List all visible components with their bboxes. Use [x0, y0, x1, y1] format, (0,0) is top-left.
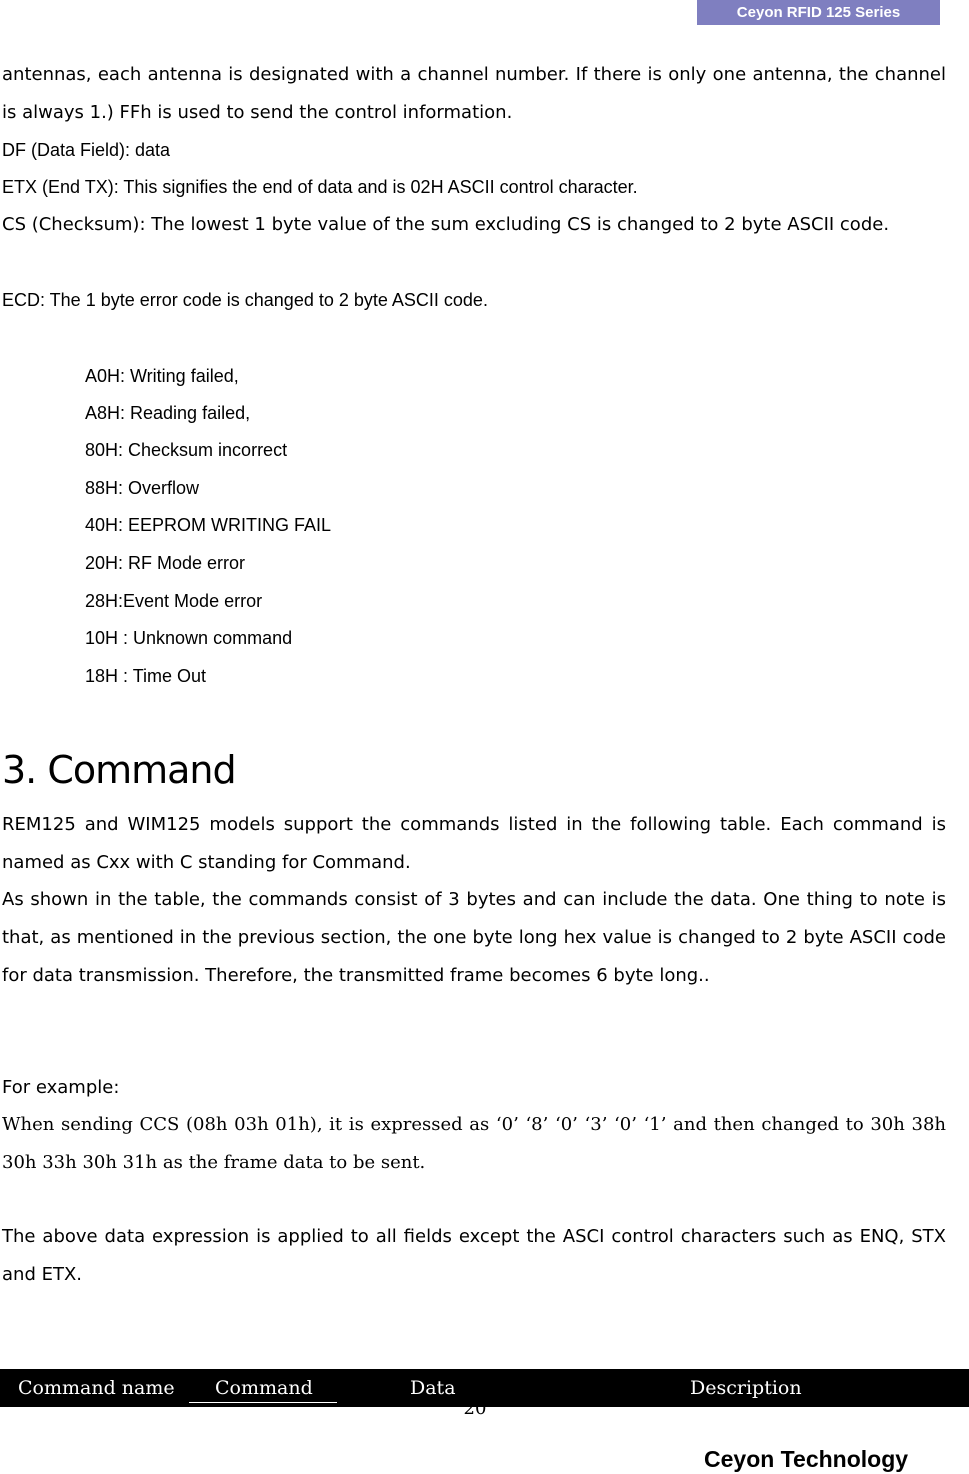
command-format-paragraph: As shown in the table, the commands consist of 3 bytes and can include the data. One thing to note is that, as mentioned in the previous section, the one byte long hex value is changed to 2 byte ASCII code for data transmission. Therefore, the transmitted frame becomes 6 byte long..	[2, 889, 946, 986]
error-code-item: 80H: Checksum incorrect	[85, 440, 288, 460]
error-code-item: 88H: Overflow	[85, 478, 200, 498]
series-badge: Ceyon RFID 125 Series	[697, 0, 940, 25]
column-header-data: Data	[410, 1377, 456, 1399]
section-heading: 3. Command	[2, 748, 236, 792]
error-code-item: A0H: Writing failed,	[85, 366, 239, 386]
df-definition: DF (Data Field): data	[2, 140, 171, 160]
error-code-item: 40H: EEPROM WRITING FAIL	[85, 515, 332, 535]
intro-paragraph: antennas, each antenna is designated with a channel number. If there is only one antenna, the channel is always 1.) FFh is used to send the control information.	[2, 64, 946, 123]
error-code-item: 18H : Time Out	[85, 666, 207, 686]
ecd-definition: ECD: The 1 byte error code is changed to 2 byte ASCII code.	[2, 290, 488, 310]
column-header-command-name: Command name	[18, 1377, 175, 1399]
command-intro-paragraph: REM125 and WIM125 models support the commands listed in the following table. Each command is named as Cxx with C standing for Command.	[2, 814, 946, 873]
error-code-item: A8H: Reading failed,	[85, 403, 251, 423]
etx-definition: ETX (End TX): This signifies the end of data and is 02H ASCII control character.	[2, 177, 638, 197]
error-code-item: 10H : Unknown command	[85, 628, 293, 648]
column-header-command: Command	[215, 1377, 313, 1399]
error-code-item: 20H: RF Mode error	[85, 553, 246, 573]
example-label: For example:	[2, 1077, 120, 1098]
column-header-description: Description	[690, 1377, 802, 1399]
company-footer: Ceyon Technology	[704, 1446, 909, 1472]
cs-definition: CS (Checksum): The lowest 1 byte value of the sum excluding CS is changed to 2 byte ASCII code.	[2, 214, 890, 235]
page-number: 20	[463, 1398, 487, 1419]
data-expression-paragraph: The above data expression is applied to all fields except the ASCI control characters such as ENQ, STX and ETX.	[2, 1226, 946, 1285]
error-code-item: 28H:Event Mode error	[85, 591, 263, 611]
example-text: When sending CCS (08h 03h 01h), it is expressed as ‘0’ ‘8’ ‘0’ ‘3’ ‘0’ ‘1’ and then changed to 30h 38h 30h 33h 30h 31h as the frame data to be sent.	[2, 1114, 946, 1173]
